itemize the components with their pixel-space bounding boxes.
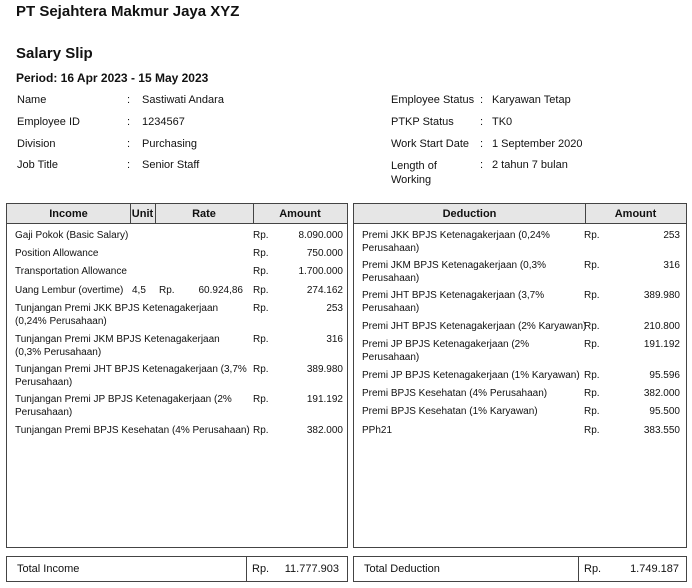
income-item-name: Tunjangan Premi JHT BPJS Ketenagakerjaan (3,7% Perusahaan) xyxy=(15,364,247,388)
work-start-date-value: 1 September 2020 xyxy=(492,138,583,150)
ptkp-status-label: PTKP Status xyxy=(391,116,454,128)
income-item-amount: 274.162 xyxy=(306,285,343,296)
employee-status-label: Employee Status xyxy=(391,94,475,106)
income-item-amount: 253 xyxy=(326,303,343,314)
currency: Rp. xyxy=(584,290,600,301)
division-value: Purchasing xyxy=(142,138,198,150)
employee-status-value: Karyawan Tetap xyxy=(492,94,571,106)
page-title: Salary Slip xyxy=(16,45,93,62)
deduction-item-name: Premi JP BPJS Ketenagakerjaan (1% Karyawan) xyxy=(362,370,580,381)
income-item-amount: 389.980 xyxy=(306,364,343,375)
income-item-name: Position Allowance xyxy=(15,248,99,259)
total-income-label: Total Income xyxy=(17,563,80,575)
currency: Rp. xyxy=(584,321,600,332)
income-item-name: Tunjangan Premi BPJS Kesehatan (4% Perusahaan) xyxy=(15,425,250,436)
deduction-item-amount: 191.192 xyxy=(643,339,680,350)
deduction-item-name: Premi JHT BPJS Ketenagakerjaan (3,7% Perusahaan) xyxy=(362,290,545,314)
currency: Rp. xyxy=(253,230,269,241)
colon: : xyxy=(480,159,484,171)
length-of-working-value: 2 tahun 7 bulan xyxy=(492,159,568,171)
name-label: Name xyxy=(17,94,47,106)
total-deduction-amount: 1.749.187 xyxy=(630,563,679,575)
rate-currency: Rp. xyxy=(159,285,175,296)
total-deduction-label: Total Deduction xyxy=(364,563,440,575)
currency: Rp. xyxy=(584,339,600,350)
colon: : xyxy=(127,116,131,128)
deduction-item-name: Premi JKK BPJS Ketenagakerjaan (0,24% Perusahaan) xyxy=(362,230,550,254)
total-income-row xyxy=(6,556,348,582)
deduction-item-amount: 253 xyxy=(663,230,680,241)
ptkp-status-value: TK0 xyxy=(492,116,513,128)
colon: : xyxy=(480,138,484,150)
colon: : xyxy=(127,94,131,106)
job-title-label: Job Title xyxy=(17,159,58,171)
job-title-value: Senior Staff xyxy=(142,159,200,171)
income-item-amount: 316 xyxy=(326,334,343,345)
income-item-name: Tunjangan Premi JKK BPJS Ketenagakerjaan (0,24% Perusahaan) xyxy=(15,303,219,327)
currency: Rp. xyxy=(584,230,600,241)
income-item-name: Tunjangan Premi JKM BPJS Ketenagakerjaan (0,3% Perusahaan) xyxy=(15,334,220,358)
division-label: Division xyxy=(17,138,56,150)
deduction-item-amount: 382.000 xyxy=(643,388,680,399)
overtime-unit: 4,5 xyxy=(132,285,146,296)
currency: Rp. xyxy=(253,303,269,314)
colon: : xyxy=(127,159,131,171)
deduction-amount-header: Amount xyxy=(614,208,657,220)
currency: Rp. xyxy=(584,370,600,381)
income-item-amount: 8.090.000 xyxy=(298,230,343,241)
income-item-amount: 382.000 xyxy=(306,425,343,436)
deduction-item-name: Premi JP BPJS Ketenagakerjaan (2% Perusahaan) xyxy=(362,339,530,363)
deduction-item-name: Premi BPJS Kesehatan (4% Perusahaan) xyxy=(362,388,548,399)
currency: Rp. xyxy=(253,248,269,259)
deduction-header: Deduction xyxy=(442,208,497,220)
employee-id-value: 1234567 xyxy=(142,116,185,128)
income-item-amount: 191.192 xyxy=(306,394,343,405)
income-item-name: Uang Lembur (overtime) xyxy=(15,285,124,296)
deduction-item-name: PPh21 xyxy=(362,425,393,436)
total-income-amount: 11.777.903 xyxy=(284,563,339,575)
currency: Rp. xyxy=(584,406,600,417)
currency: Rp. xyxy=(584,425,600,436)
colon: : xyxy=(480,94,484,106)
income-item-amount: 1.700.000 xyxy=(298,266,343,277)
employee-id-label: Employee ID xyxy=(17,116,80,128)
deduction-item-amount: 95.596 xyxy=(649,370,680,381)
currency: Rp. xyxy=(584,388,600,399)
deduction-item-amount: 95.500 xyxy=(649,406,680,417)
currency: Rp. xyxy=(253,425,269,436)
deduction-item-name: Premi JHT BPJS Ketenagakerjaan (2% Karyawan) xyxy=(362,321,587,332)
total-income-currency: Rp. xyxy=(252,563,270,575)
currency: Rp. xyxy=(253,334,269,345)
name-value: Sastiwati Andara xyxy=(142,94,224,106)
currency: Rp. xyxy=(584,260,600,271)
deduction-item-amount: 316 xyxy=(663,260,680,271)
amount-header: Amount xyxy=(279,208,321,220)
work-start-date-label: Work Start Date xyxy=(391,138,470,150)
income-item-amount: 750.000 xyxy=(306,248,343,259)
currency: Rp. xyxy=(253,266,269,277)
total-deduction-currency: Rp. xyxy=(584,563,602,575)
period-label: Period: 16 Apr 2023 - 15 May 2023 xyxy=(16,71,209,85)
colon: : xyxy=(480,116,484,128)
income-item-name: Transportation Allowance xyxy=(15,266,127,277)
income-item-name: Gaji Pokok (Basic Salary) xyxy=(15,230,129,241)
deduction-item-amount: 210.800 xyxy=(643,321,680,332)
overtime-rate: 60.924,86 xyxy=(198,285,243,296)
deduction-item-amount: 383.550 xyxy=(643,425,680,436)
rate-header: Rate xyxy=(192,208,216,220)
deduction-item-name: Premi JKM BPJS Ketenagakerjaan (0,3% Perusahaan) xyxy=(362,260,546,284)
income-header: Income xyxy=(49,208,88,220)
income-item-name: Tunjangan Premi JP BPJS Ketenagakerjaan (2% Perusahaan) xyxy=(15,394,232,418)
currency: Rp. xyxy=(253,364,269,375)
currency: Rp. xyxy=(253,394,269,405)
colon: : xyxy=(127,138,131,150)
deduction-item-name: Premi BPJS Kesehatan (1% Karyawan) xyxy=(362,406,538,417)
length-of-working-label: Length of Working xyxy=(391,160,437,186)
company-name: PT Sejahtera Makmur Jaya XYZ xyxy=(16,3,240,20)
unit-header: Unit xyxy=(131,208,154,220)
currency: Rp. xyxy=(253,285,269,296)
total-deduction-row xyxy=(353,556,687,582)
deduction-item-amount: 389.980 xyxy=(643,290,680,301)
